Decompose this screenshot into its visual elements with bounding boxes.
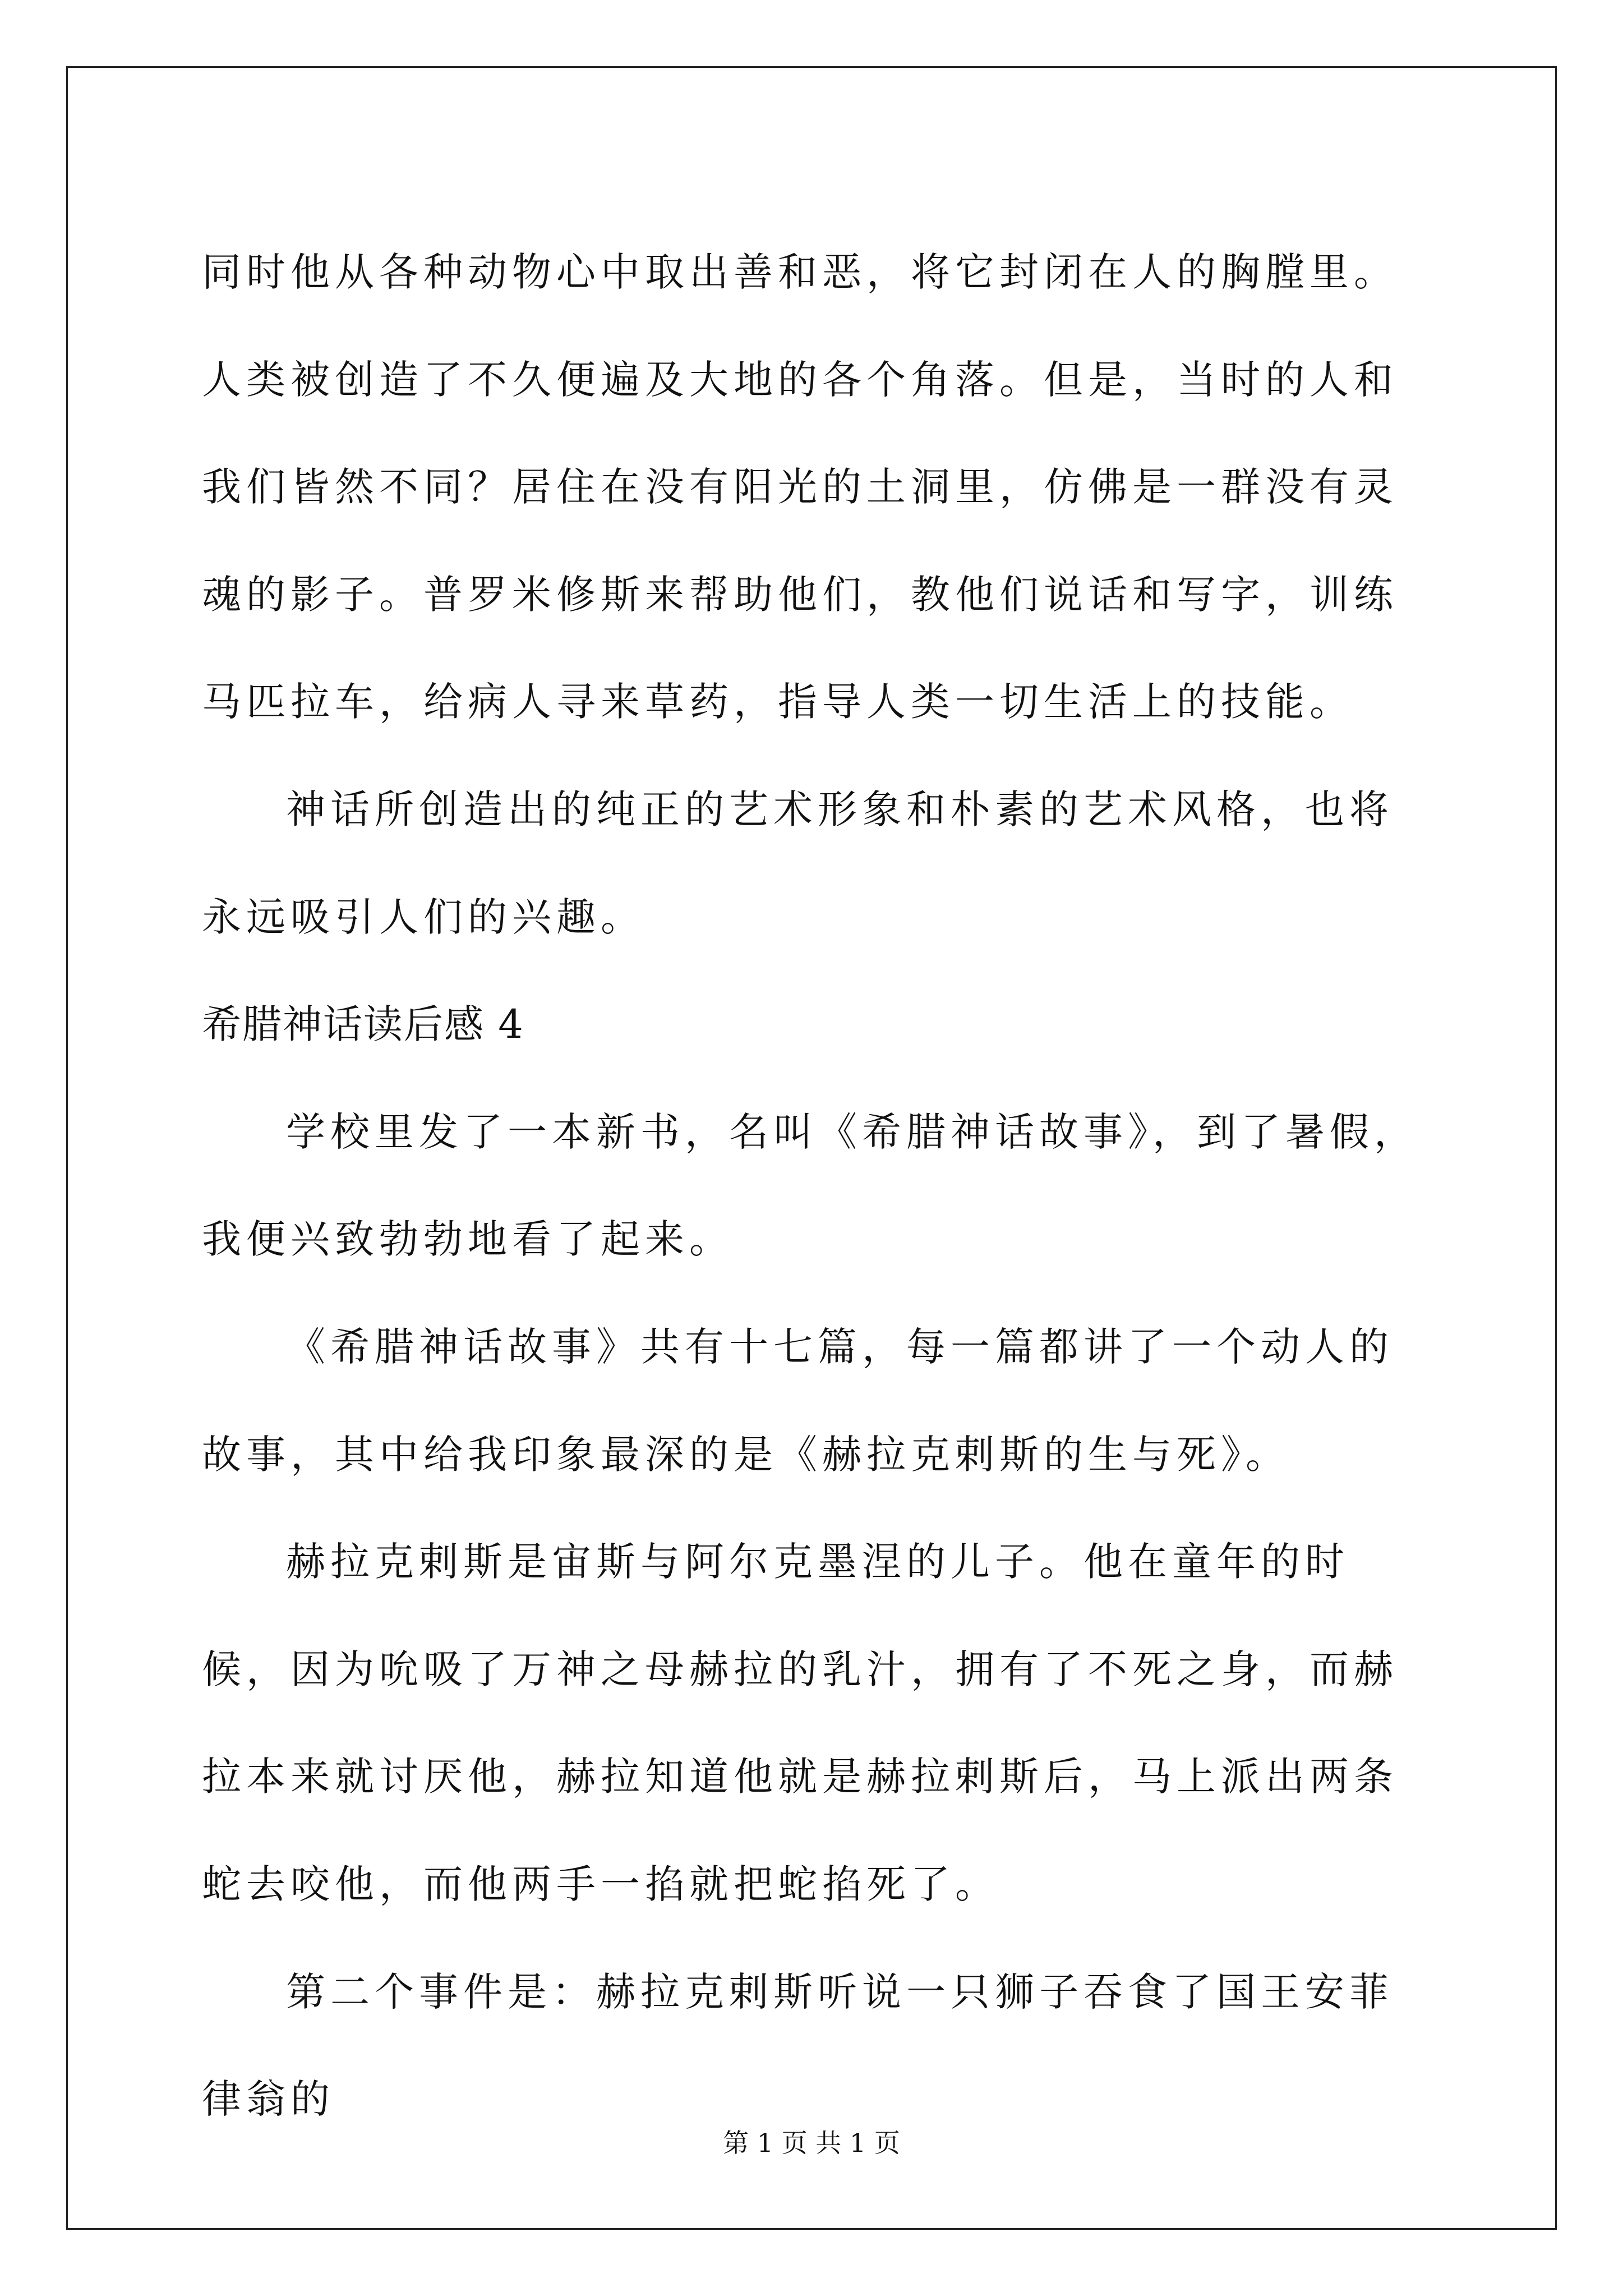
paragraph-mythology-art: 神话所创造出的纯正的艺术形象和朴素的艺术风格，也将永远吸引人们的兴趣。 xyxy=(202,786,1394,940)
section-heading: 希腊神话读后感 4 xyxy=(202,1001,524,1048)
paragraph-new-book: 学校里发了一本新书，名叫《希腊神话故事》，到了暑假，我便兴致勃勃地看了起来。 xyxy=(202,1108,1418,1263)
document-body xyxy=(202,219,1436,2154)
page-number-footer: 第 1 页 共 1 页 xyxy=(723,2128,900,2158)
paragraph-second-event: 第二个事件是：赫拉克剌斯听说一只狮子吞食了国王安菲律翁的 xyxy=(202,1968,1394,2123)
paragraph-continued: 同时他从各种动物心中取出善和恶，将它封闭在人的胸膛里。人类被创造了不久便遍及大地的各个角落。但是，当时的人和我们皆然不同？居住在没有阳光的土洞里，仿佛是一群没有灵魂的影子。普罗米修斯来帮助他们，教他们说话和写字，训练马匹拉车，给病人寻来草药，指导人类一切生活上的技能。 xyxy=(202,249,1398,725)
paragraph-seventeen-stories: 《希腊神话故事》共有十七篇，每一篇都讲了一个动人的故事，其中给我印象最深的是《赫拉克剌斯的生与死》。 xyxy=(202,1323,1394,1478)
paragraph-heracles-childhood: 赫拉克剌斯是宙斯与阿尔克墨涅的儿子。他在童年的时候，因为吮吸了万神之母赫拉的乳汁，拥有了不死之身，而赫拉本来就讨厌他，赫拉知道他就是赫拉剌斯后，马上派出两条蛇去咬他，而他两手一掐就把蛇掐死了。 xyxy=(202,1539,1398,1907)
